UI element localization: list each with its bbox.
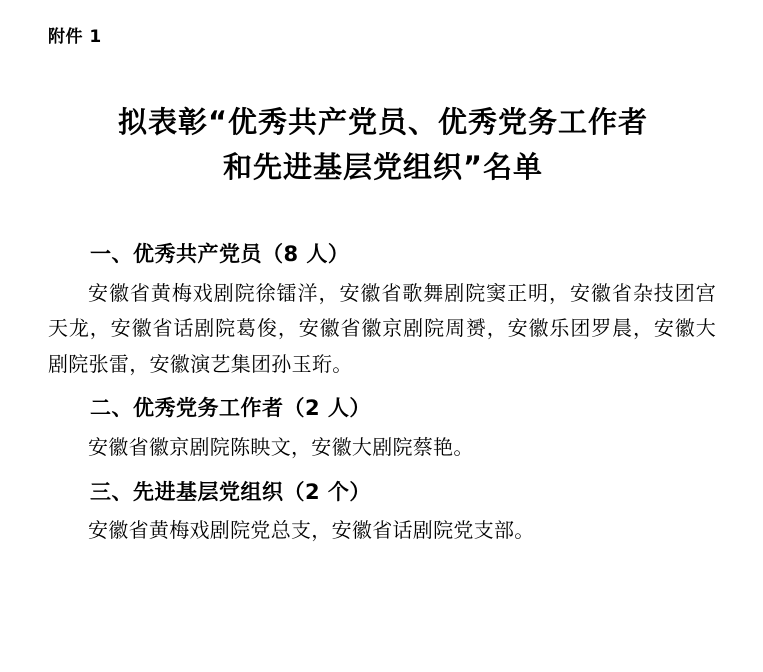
section-body: 安徽省黄梅戏剧院徐镭洋，安徽省歌舞剧院窦正明，安徽省杂技团宫天龙，安徽省话剧院葛俊，安徽省徽京剧院周赟，安徽乐团罗晨，安徽大剧院张雷，安徽演艺集团孙玉珩。: [48, 280, 716, 376]
document-body: [48, 238, 716, 559]
page-title: [58, 100, 708, 190]
attachment-label: 附件 1: [48, 27, 102, 47]
section-outstanding-party-members: [48, 238, 716, 382]
page-title-line-1: 拟表彰“优秀共产党员、优秀党务工作者: [117, 105, 649, 139]
section-heading: 三、先进基层党组织（2 个）: [90, 479, 371, 504]
section-heading: 一、优秀共产党员（8 人）: [90, 242, 350, 266]
section-heading: 二、优秀党务工作者（2 人）: [90, 396, 371, 421]
section-body: 安徽省徽京剧院陈眏文，安徽大剧院蔡艳。: [88, 434, 474, 459]
section-outstanding-party-workers: [48, 392, 716, 465]
section-body: 安徽省黄梅戏剧院党总支，安徽省话剧院党支部。: [88, 518, 535, 543]
section-advanced-grassroots-organizations: [48, 476, 716, 549]
page-title-line-2: 和先进基层党组织”名单: [222, 149, 544, 184]
